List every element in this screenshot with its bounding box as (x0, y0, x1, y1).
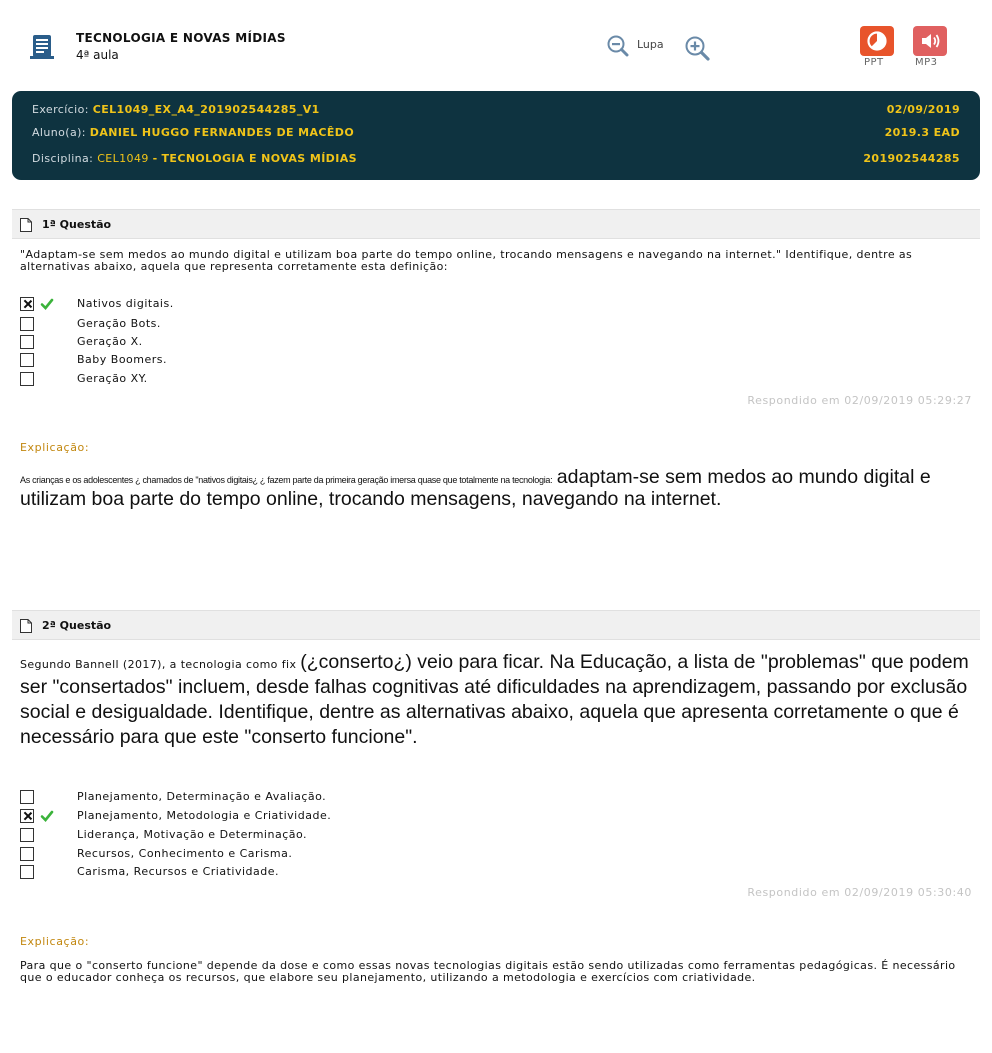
question-2-option-5[interactable] (20, 865, 720, 879)
zoom-in-icon[interactable] (684, 35, 710, 61)
discipline-separator: - (152, 152, 158, 165)
exercise-row (32, 103, 960, 119)
lesson-number: 4ª aula (76, 48, 119, 62)
option-text: Liderança, Motivação e Determinação. (77, 828, 308, 841)
presentation-chart-icon (860, 26, 894, 56)
option-text: Geração Bots. (77, 317, 161, 330)
option-checkbox[interactable] (20, 353, 34, 367)
question-1-option-5[interactable] (20, 372, 720, 386)
option-checkbox[interactable] (20, 847, 34, 861)
term: 2019.3 EAD (884, 126, 960, 139)
question-1-option-1[interactable] (20, 297, 720, 311)
option-checkbox[interactable] (20, 335, 34, 349)
question-2-option-4[interactable] (20, 847, 720, 861)
ppt-button[interactable] (860, 26, 894, 56)
option-checkbox[interactable] (20, 809, 34, 823)
statement-large-text: (¿conserto¿) veio para ficar. Na Educação, a lista de "problemas" que podem ser "consertados" incluem, desde falhas cognitivas até dificuldades na aprendizagem, passando por exclusão social e desigualdade. Identifique, dentre as alternativas abaixo, aquela que apresenta corretamente o que é necessário para que este "conserto funcione". (20, 651, 969, 748)
exercise-info-panel (12, 91, 980, 180)
question-1-explanation-label: Explicação: (20, 441, 90, 454)
option-text: Geração X. (77, 335, 143, 348)
question-1-statement: "Adaptam-se sem medos ao mundo digital e utilizam boa parte do tempo online, trocando mensagens e navegando na internet." Identifique, dentre as alternativas abaixo, aquela que representa corretamente esta definição: (20, 248, 913, 273)
discipline-label: Disciplina: (32, 152, 94, 165)
discipline-name: TECNOLOGIA E NOVAS MÍDIAS (161, 152, 357, 165)
question-2-title: 2ª Questão (42, 619, 112, 632)
student-row (32, 126, 960, 142)
question-2-explanation-label: Explicação: (20, 935, 90, 948)
student-label: Aluno(a): (32, 126, 86, 139)
statement-small-text: Segundo Bannell (2017), a tecnologia como fix (20, 658, 297, 671)
exercise-date: 02/09/2019 (886, 103, 960, 116)
discipline-row (32, 152, 960, 168)
option-text: Planejamento, Determinação e Avaliação. (77, 790, 327, 803)
question-2-explanation: Para que o "conserto funcione" depende da dose e como essas novas tecnologias digitais estão sendo utilizadas como ferramentas pedagógicas. É necessário que o educador conheça os recursos, que elabore seu planejamento, utilizando a metodologia e exercícios com criatividade. (20, 959, 956, 984)
mp3-label: MP3 (915, 57, 938, 68)
discipline-code: CEL1049 (97, 152, 149, 165)
zoom-out-icon[interactable] (607, 35, 629, 57)
question-1-option-3[interactable] (20, 335, 720, 349)
option-checkbox[interactable] (20, 828, 34, 842)
check-correct-icon (40, 297, 54, 311)
option-text: Nativos digitais. (77, 297, 174, 310)
student-name: DANIEL HUGGO FERNANDES DE MACÊDO (89, 126, 355, 139)
top-header (0, 0, 992, 85)
document-icon (20, 218, 32, 232)
question-1-explanation (20, 466, 975, 510)
question-2-header (12, 610, 980, 640)
option-checkbox[interactable] (20, 865, 34, 879)
question-2-option-2[interactable] (20, 809, 720, 823)
option-text: Planejamento, Metodologia e Criatividade. (77, 809, 332, 822)
registration-number: 201902544285 (863, 152, 960, 165)
option-checkbox[interactable] (20, 790, 34, 804)
ppt-label: PPT (864, 57, 884, 68)
question-2-answered-time: Respondido em 02/09/2019 05:30:40 (747, 886, 972, 899)
question-1-title: 1ª Questão (42, 218, 112, 231)
option-checkbox[interactable] (20, 317, 34, 331)
document-list-icon (30, 34, 54, 60)
mp3-button[interactable] (913, 26, 947, 56)
question-1-answered-time: Respondido em 02/09/2019 05:29:27 (747, 394, 972, 407)
exercise-label: Exercício: (32, 103, 89, 116)
question-1-header (12, 209, 980, 239)
explanation-small-text: As crianças e os adolescentes ¿ chamados de "nativos digitais¿ ¿ fazem parte da primeira geração imersa quase que totalmente na tecnologia: (20, 475, 553, 485)
option-checkbox[interactable] (20, 297, 34, 311)
exercise-code: CEL1049_EX_A4_201902544285_V1 (92, 103, 320, 116)
question-2-statement (20, 651, 970, 751)
speaker-icon (913, 26, 947, 56)
magnifier-label: Lupa (637, 38, 664, 51)
question-1-option-2[interactable] (20, 317, 720, 331)
option-text: Geração XY. (77, 372, 148, 385)
question-2-option-1[interactable] (20, 790, 720, 804)
option-text: Baby Boomers. (77, 353, 168, 366)
question-1-option-4[interactable] (20, 353, 720, 367)
explanation-large-text: adaptam-se sem medos ao mundo digital e utilizam boa parte do tempo online, trocando mensagens, navegando na internet. (20, 466, 931, 510)
option-checkbox[interactable] (20, 372, 34, 386)
option-text: Recursos, Conhecimento e Carisma. (77, 847, 293, 860)
document-icon (20, 619, 32, 633)
option-text: Carisma, Recursos e Criatividade. (77, 865, 279, 878)
check-correct-icon (40, 809, 54, 823)
course-title: TECNOLOGIA E NOVAS MÍDIAS (76, 31, 286, 45)
question-2-option-3[interactable] (20, 828, 720, 842)
